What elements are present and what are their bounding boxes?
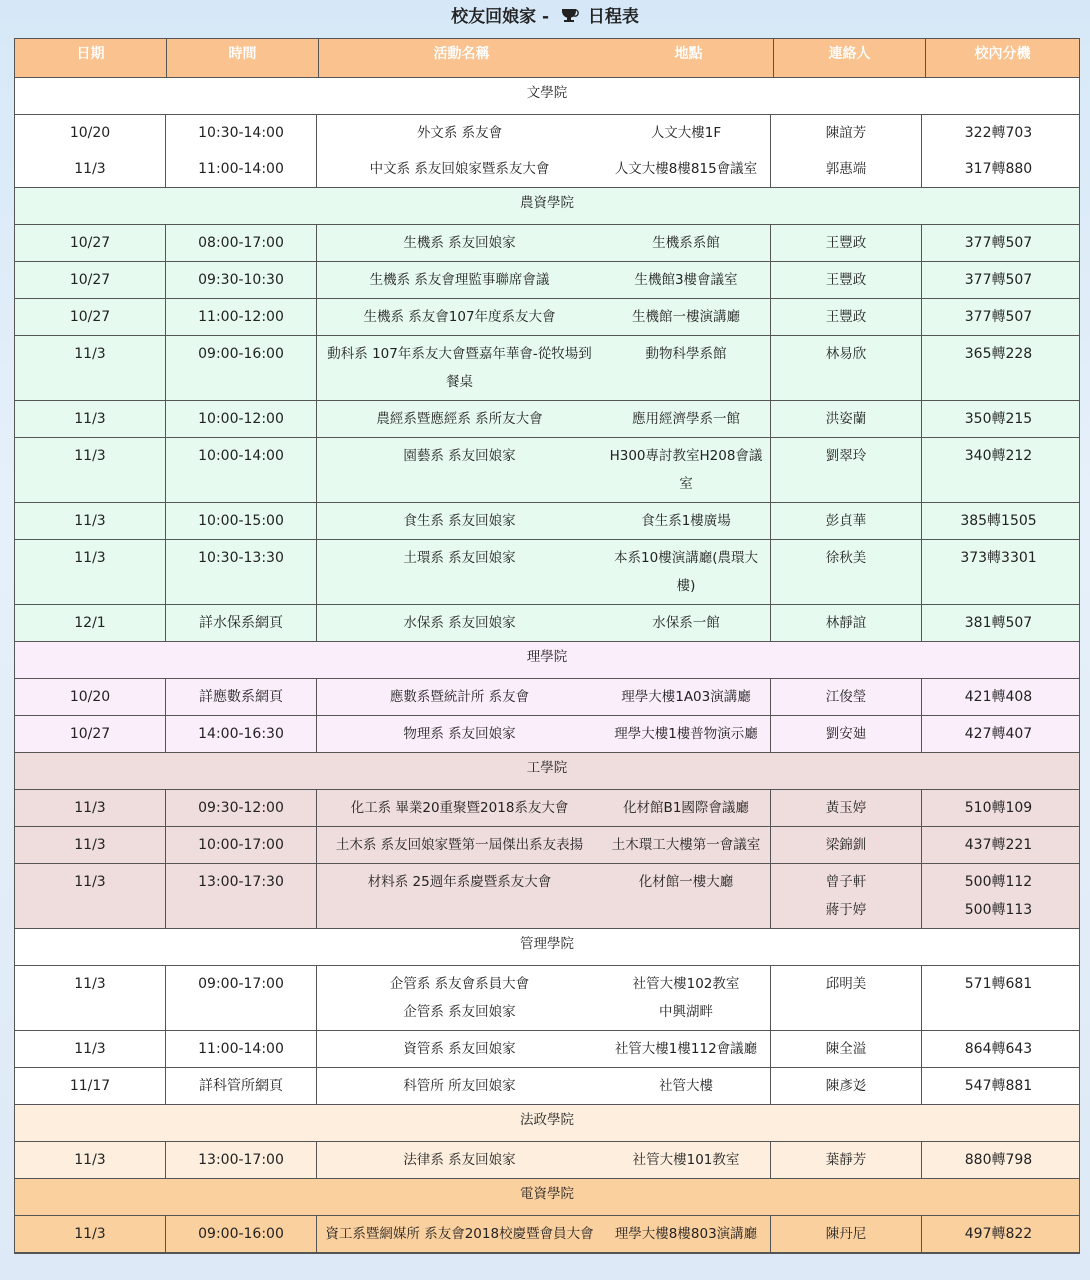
title-suffix: 日程表: [587, 7, 639, 27]
cell-event: 食生系 系友回娘家: [403, 513, 516, 529]
cell-ext: 350轉215: [964, 411, 1033, 427]
cell-event: 科管所 所友回娘家: [403, 1078, 516, 1094]
cell-date: 11/3: [15, 540, 166, 604]
cell-place: 社管大樓: [602, 1068, 771, 1104]
cell-contact: 陳丹尼: [771, 1216, 922, 1252]
cell-ext: 373轉3301: [960, 550, 1037, 566]
cell-contact: 黃玉婷: [771, 790, 922, 826]
cell-contact: 葉靜芳: [771, 1142, 922, 1178]
cell-time: 13:00-17:00: [166, 1142, 317, 1178]
cell-event: 土環系 系友回娘家: [403, 550, 516, 566]
cell-date: 11/3: [15, 1142, 166, 1178]
cell-time: 14:00-16:30: [166, 716, 317, 752]
table-row: [15, 1216, 1079, 1253]
cell-date: 10/20: [15, 679, 166, 715]
cell-contact: 陳誼芳: [771, 115, 922, 151]
cell-ext: 340轉212: [964, 448, 1033, 464]
cell-contact: 彭貞華: [771, 503, 922, 539]
cell-ext: 497轉822: [964, 1226, 1033, 1242]
cell-time: 10:00-17:00: [166, 827, 317, 863]
cell-event: 土木系 系友回娘家暨第一屆傑出系友表揚: [335, 837, 584, 853]
cell-time: 09:00-16:00: [166, 336, 317, 400]
cell-event: 生機系 系友回娘家: [403, 235, 516, 251]
table-row: [15, 503, 1079, 540]
cell-ext: 317轉880: [964, 161, 1033, 177]
cell-place: 水保系一館: [602, 605, 771, 641]
cell-place: 社管大樓1樓112會議廳: [602, 1031, 771, 1067]
cell-event: 企管系 系友會系員大會 企管系 系友回娘家: [389, 976, 530, 1020]
section-header: 管理學院: [15, 929, 1079, 966]
cell-time: 10:00-14:00: [166, 438, 317, 502]
cell-place: H300專討教室H208會議室: [602, 438, 771, 502]
cell-date: 11/3: [15, 1031, 166, 1067]
cell-date: 10/27: [15, 225, 166, 261]
cell-contact: 林易欣: [771, 336, 922, 400]
cell-ext: 864轉643: [964, 1041, 1033, 1057]
cell-ext: 880轉798: [964, 1152, 1033, 1168]
cell-date: 11/3: [15, 438, 166, 502]
cell-date: 11/3: [15, 151, 166, 187]
col-header-event: 活動名稱: [433, 46, 490, 62]
title-prefix: 校友回娘家 -: [451, 7, 550, 27]
table-row: [15, 790, 1079, 827]
cell-place: 社管大樓102教室 中興湖畔: [602, 966, 771, 1030]
cell-ext: 500轉112 500轉113: [964, 874, 1033, 918]
cell-contact: 劉翠玲: [771, 438, 922, 502]
cell-place: 社管大樓101教室: [602, 1142, 771, 1178]
cell-ext: 547轉881: [964, 1078, 1033, 1094]
cell-place: 化材館一樓大廳: [602, 864, 771, 928]
cell-time: 11:00-14:00: [166, 1031, 317, 1067]
col-header-ext: 校內分機: [974, 46, 1031, 62]
cell-event: 中文系 系友回娘家暨系友大會: [369, 161, 550, 177]
section-header: 理學院: [15, 642, 1079, 679]
section-group: [15, 1105, 1079, 1179]
section-group: [15, 929, 1079, 1105]
cell-place: 生機館3樓會議室: [602, 262, 771, 298]
cell-ext: 437轉221: [964, 837, 1033, 853]
cell-contact: 江俊瑩: [771, 679, 922, 715]
cell-place: 生機館一樓演講廳: [602, 299, 771, 335]
trophy-icon: [555, 7, 582, 27]
table-row: [15, 1068, 1079, 1105]
cell-date: 11/17: [15, 1068, 166, 1104]
cell-place: 生機系系館: [602, 225, 771, 261]
cell-event: 生機系 系友會107年度系友大會: [363, 309, 556, 325]
cell-event: 園藝系 系友回娘家: [403, 448, 516, 464]
table-row: [15, 1031, 1079, 1068]
col-header-time: 時間: [167, 39, 319, 77]
section-header: 法政學院: [15, 1105, 1079, 1142]
col-header-place: 地點: [604, 39, 774, 77]
cell-date: 10/27: [15, 262, 166, 298]
cell-place: 食生系1樓廣場: [602, 503, 771, 539]
cell-date: 11/3: [15, 1216, 166, 1252]
cell-time: 09:30-10:30: [166, 262, 317, 298]
cell-time: 10:30-13:30: [166, 540, 317, 604]
cell-date: 11/3: [15, 864, 166, 928]
cell-time: 09:00-16:00: [166, 1216, 317, 1252]
cell-ext: 365轉228: [964, 346, 1033, 362]
section-group: [15, 78, 1079, 188]
section-header: 電資學院: [15, 1179, 1079, 1216]
cell-contact: 邱明美: [771, 966, 922, 1030]
cell-ext: 385轉1505: [960, 513, 1037, 529]
table-row: [15, 336, 1079, 401]
table-row: [15, 151, 1079, 188]
cell-contact: 王豐政: [771, 262, 922, 298]
col-header-date: 日期: [15, 39, 167, 77]
table-row: [15, 540, 1079, 605]
section-header: 工學院: [15, 753, 1079, 790]
cell-ext: 571轉681: [964, 976, 1033, 992]
cell-ext: 377轉507: [964, 272, 1033, 288]
table-row: [15, 605, 1079, 642]
cell-time: 11:00-12:00: [166, 299, 317, 335]
table-row: [15, 299, 1079, 336]
cell-time: 09:00-17:00: [166, 966, 317, 1030]
section-header: 文學院: [15, 78, 1079, 115]
section-group: [15, 1179, 1079, 1253]
cell-place: 人文大樓8樓815會議室: [602, 151, 771, 187]
cell-contact: 王豐政: [771, 299, 922, 335]
cell-event: 水保系 系友回娘家: [403, 615, 516, 631]
cell-time: 10:00-15:00: [166, 503, 317, 539]
cell-date: 11/3: [15, 503, 166, 539]
cell-event: 動科系 107年系友大會暨嘉年華會-從牧場到餐桌: [327, 346, 592, 390]
cell-contact: 梁錦釧: [771, 827, 922, 863]
cell-event: 生機系 系友會理監事聯席會議: [369, 272, 550, 288]
cell-time: 11:00-14:00: [166, 151, 317, 187]
page-title: [0, 0, 1090, 36]
cell-time: 10:30-14:00: [166, 115, 317, 151]
cell-place: 理學大樓8樓803演講廳: [602, 1216, 771, 1252]
cell-event: 資管系 系友回娘家: [403, 1041, 516, 1057]
cell-ext: 322轉703: [964, 125, 1033, 141]
cell-date: 11/3: [15, 827, 166, 863]
cell-place: 人文大樓1F: [602, 115, 771, 151]
cell-time: 09:30-12:00: [166, 790, 317, 826]
cell-date: 10/27: [15, 716, 166, 752]
table-row: [15, 115, 1079, 151]
cell-date: 10/20: [15, 115, 166, 151]
section-header: 農資學院: [15, 188, 1079, 225]
section-group: [15, 753, 1079, 929]
cell-event: 法律系 系友回娘家: [403, 1152, 516, 1168]
cell-event: 材料系 25週年系慶暨系友大會: [367, 874, 552, 890]
table-header: [15, 39, 1079, 78]
cell-date: 11/3: [15, 790, 166, 826]
table-row: [15, 864, 1079, 929]
table-row: [15, 401, 1079, 438]
cell-contact: 陳彥彣: [771, 1068, 922, 1104]
table-row: [15, 827, 1079, 864]
cell-event: 物理系 系友回娘家: [403, 726, 516, 742]
cell-ext: 427轉407: [964, 726, 1033, 742]
section-group: [15, 188, 1079, 642]
cell-date: 11/3: [15, 966, 166, 1030]
cell-time: 詳水保系網頁: [166, 605, 317, 641]
schedule-table: [14, 38, 1080, 1254]
cell-time: 詳科管所網頁: [166, 1068, 317, 1104]
cell-date: 11/3: [15, 401, 166, 437]
cell-place: 理學大樓1樓普物演示廳: [602, 716, 771, 752]
cell-place: 土木環工大樓第一會議室: [602, 827, 771, 863]
cell-date: 12/1: [15, 605, 166, 641]
section-group: [15, 642, 1079, 753]
cell-ext: 377轉507: [964, 309, 1033, 325]
cell-ext: 377轉507: [964, 235, 1033, 251]
table-row: [15, 225, 1079, 262]
table-row: [15, 966, 1079, 1031]
cell-time: 08:00-17:00: [166, 225, 317, 261]
cell-contact: 曾子軒 蔣于婷: [771, 864, 922, 928]
cell-contact: 郭惠端: [771, 151, 922, 187]
table-row: [15, 716, 1079, 753]
cell-place: 動物科學系館: [602, 336, 771, 400]
table-row: [15, 1142, 1079, 1179]
cell-place: 本系10樓演講廳(農環大樓): [602, 540, 771, 604]
cell-time: 詳應數系網頁: [166, 679, 317, 715]
cell-contact: 徐秋美: [771, 540, 922, 604]
col-header-contact: 連絡人: [774, 39, 926, 77]
cell-contact: 洪姿蘭: [771, 401, 922, 437]
cell-event: 資工系暨網媒所 系友會2018校慶暨會員大會: [325, 1226, 594, 1242]
cell-contact: 林靜誼: [771, 605, 922, 641]
cell-event: 化工系 畢業20重聚暨2018系友大會: [350, 800, 569, 816]
cell-time: 13:00-17:30: [166, 864, 317, 928]
cell-contact: 王豐政: [771, 225, 922, 261]
cell-ext: 381轉507: [964, 615, 1033, 631]
cell-place: 化材館B1國際會議廳: [602, 790, 771, 826]
cell-event: 應數系暨統計所 系友會: [389, 689, 530, 705]
cell-date: 10/27: [15, 299, 166, 335]
cell-time: 10:00-12:00: [166, 401, 317, 437]
cell-place: 應用經濟學系一館: [602, 401, 771, 437]
cell-event: 外文系 系友會: [416, 125, 503, 141]
cell-ext: 421轉408: [964, 689, 1033, 705]
cell-date: 11/3: [15, 336, 166, 400]
cell-contact: 劉安廸: [771, 716, 922, 752]
table-row: [15, 262, 1079, 299]
table-row: [15, 438, 1079, 503]
cell-place: 理學大樓1A03演講廳: [602, 679, 771, 715]
cell-contact: 陳全溢: [771, 1031, 922, 1067]
table-row: [15, 679, 1079, 716]
cell-ext: 510轉109: [964, 800, 1033, 816]
cell-event: 農經系暨應經系 系所友大會: [376, 411, 543, 427]
